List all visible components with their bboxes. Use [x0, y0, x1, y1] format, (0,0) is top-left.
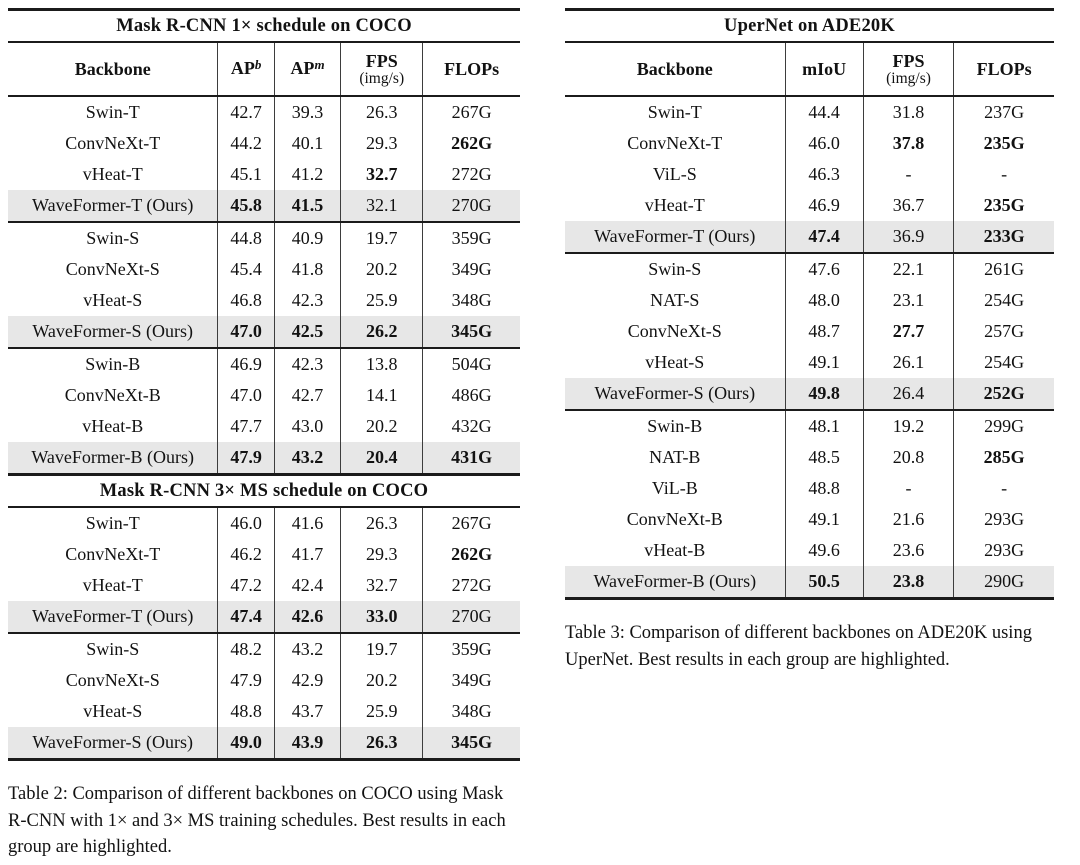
table-section	[8, 10, 520, 475]
value-cell: 290G	[954, 566, 1054, 599]
value-cell: 47.4	[785, 221, 863, 253]
column-header: $AP^m$	[274, 42, 341, 96]
value-cell: 48.7	[785, 316, 863, 347]
backbone-cell: ConvNeXt-T	[65, 544, 161, 564]
backbone-cell: Swin-B	[647, 416, 703, 436]
table-row	[8, 411, 520, 442]
value-cell: -	[954, 473, 1054, 504]
backbone-cell: NAT-S	[650, 290, 700, 310]
value-cell: 44.2	[218, 128, 274, 159]
value-cell: 19.2	[863, 410, 953, 442]
value-cell: 25.9	[341, 696, 423, 727]
column-header: Backbone	[636, 59, 713, 79]
value-cell: 42.7	[218, 96, 274, 128]
table-row	[565, 442, 1054, 473]
backbone-cell: vHeat-S	[83, 701, 143, 721]
table-row	[8, 222, 520, 254]
value-cell: 48.8	[785, 473, 863, 504]
value-cell: 46.2	[218, 539, 274, 570]
value-cell: 41.5	[274, 190, 341, 222]
value-cell: 349G	[423, 254, 520, 285]
section-title: Mask R-CNN 1× schedule on COCO	[116, 16, 412, 36]
value-cell: 261G	[954, 253, 1054, 285]
value-cell: 47.0	[218, 316, 274, 348]
value-cell: 32.7	[341, 159, 423, 190]
backbone-cell: Swin-T	[85, 102, 140, 122]
value-cell: 47.9	[218, 442, 274, 475]
table-row	[8, 128, 520, 159]
table-row	[8, 633, 520, 665]
value-cell: 31.8	[863, 96, 953, 128]
backbone-cell: ConvNeXt-B	[626, 509, 723, 529]
backbone-cell: vHeat-T	[82, 164, 143, 184]
value-cell: 25.9	[341, 285, 423, 316]
backbone-cell: ConvNeXt-S	[627, 321, 722, 341]
value-cell: 49.8	[785, 378, 863, 410]
table-row	[8, 665, 520, 696]
value-cell: 37.8	[863, 128, 953, 159]
table-row	[8, 601, 520, 633]
column-header-row	[8, 42, 520, 96]
table-row	[565, 378, 1054, 410]
column-header: FLOPs	[423, 42, 520, 96]
value-cell: 293G	[954, 504, 1054, 535]
table3-caption: Table 3: Comparison of different backbones on ADE20K using UperNet. Best results in each group are highlighted.	[565, 623, 1032, 670]
table-row	[8, 727, 520, 760]
section-title: UperNet on ADE20K	[724, 16, 895, 36]
backbone-cell: ConvNeXt-T	[65, 133, 161, 153]
value-cell: 233G	[954, 221, 1054, 253]
value-cell: 272G	[423, 159, 520, 190]
value-cell: 432G	[423, 411, 520, 442]
value-cell: 26.3	[341, 96, 423, 128]
value-cell: 20.2	[341, 411, 423, 442]
backbone-cell: ConvNeXt-S	[65, 259, 160, 279]
backbone-cell: Swin-T	[85, 513, 140, 533]
value-cell: 252G	[954, 378, 1054, 410]
table-row	[565, 96, 1054, 128]
backbone-cell: Swin-S	[86, 228, 140, 248]
section-title-row	[8, 10, 520, 43]
value-cell: 49.1	[785, 347, 863, 378]
table-row	[565, 221, 1054, 253]
value-cell: 47.6	[785, 253, 863, 285]
upernet-ade20k-table	[565, 8, 1054, 600]
value-cell: 42.5	[274, 316, 341, 348]
value-cell: 48.0	[785, 285, 863, 316]
value-cell: 235G	[954, 128, 1054, 159]
table-row	[8, 348, 520, 380]
value-cell: 13.8	[341, 348, 423, 380]
table3-column	[565, 8, 1054, 673]
value-cell: 41.2	[274, 159, 341, 190]
section-title: Mask R-CNN 3× MS schedule on COCO	[99, 481, 429, 501]
backbone-cell: vHeat-B	[644, 540, 706, 560]
backbone-cell: vHeat-S	[83, 290, 143, 310]
value-cell: 42.6	[274, 601, 341, 633]
value-cell: 486G	[423, 380, 520, 411]
value-cell: 42.3	[274, 285, 341, 316]
table-row	[8, 254, 520, 285]
value-cell: 39.3	[274, 96, 341, 128]
section-title-row	[565, 10, 1054, 43]
column-header: Backbone	[74, 59, 151, 79]
backbone-cell: WaveFormer-S (Ours)	[32, 321, 194, 341]
value-cell: 43.7	[274, 696, 341, 727]
table-section	[8, 475, 520, 760]
value-cell: 43.2	[274, 633, 341, 665]
table-row	[8, 190, 520, 222]
value-cell: 359G	[423, 633, 520, 665]
value-cell: 19.7	[341, 633, 423, 665]
backbone-cell: ViL-B	[651, 478, 698, 498]
value-cell: 359G	[423, 222, 520, 254]
column-header: FLOPs	[954, 42, 1054, 96]
table-row	[565, 159, 1054, 190]
value-cell: 41.6	[274, 507, 341, 539]
column-header-row	[565, 42, 1054, 96]
value-cell: 349G	[423, 665, 520, 696]
table2-caption: Table 2: Comparison of different backbones on COCO using Mask R-CNN with 1× and 3× MS training schedules. Best results in each group are highlighted.	[8, 784, 506, 857]
backbone-cell: WaveFormer-T (Ours)	[32, 606, 194, 626]
table-row	[565, 566, 1054, 599]
value-cell: 43.2	[274, 442, 341, 475]
column-header: FPS (img/s)	[863, 42, 953, 96]
value-cell: 47.9	[218, 665, 274, 696]
backbone-cell: ConvNeXt-T	[627, 133, 723, 153]
value-cell: 20.8	[863, 442, 953, 473]
value-cell: 272G	[423, 570, 520, 601]
value-cell: 49.1	[785, 504, 863, 535]
value-cell: 19.7	[341, 222, 423, 254]
table-row	[565, 253, 1054, 285]
value-cell: 40.9	[274, 222, 341, 254]
value-cell: 26.3	[341, 727, 423, 760]
value-cell: 47.2	[218, 570, 274, 601]
value-cell: 41.7	[274, 539, 341, 570]
value-cell: 345G	[423, 727, 520, 760]
value-cell: 29.3	[341, 128, 423, 159]
value-cell: 235G	[954, 190, 1054, 221]
value-cell: 32.1	[341, 190, 423, 222]
backbone-cell: vHeat-S	[645, 352, 705, 372]
table-row	[8, 316, 520, 348]
value-cell: 48.1	[785, 410, 863, 442]
value-cell: 47.7	[218, 411, 274, 442]
value-cell: 21.6	[863, 504, 953, 535]
value-cell: -	[863, 159, 953, 190]
mask-rcnn-coco-table	[8, 8, 520, 761]
value-cell: 262G	[423, 539, 520, 570]
value-cell: 20.4	[341, 442, 423, 475]
table2-column	[8, 8, 520, 861]
value-cell: 49.6	[785, 535, 863, 566]
value-cell: 42.3	[274, 348, 341, 380]
value-cell: 348G	[423, 696, 520, 727]
value-cell: 14.1	[341, 380, 423, 411]
value-cell: 36.7	[863, 190, 953, 221]
backbone-cell: Swin-S	[648, 259, 702, 279]
value-cell: 47.4	[218, 601, 274, 633]
value-cell: -	[863, 473, 953, 504]
value-cell: 43.9	[274, 727, 341, 760]
value-cell: 26.1	[863, 347, 953, 378]
backbone-cell: ConvNeXt-B	[64, 385, 161, 405]
table-row	[565, 190, 1054, 221]
backbone-cell: vHeat-T	[82, 575, 143, 595]
value-cell: 26.4	[863, 378, 953, 410]
backbone-cell: ViL-S	[652, 164, 697, 184]
value-cell: 33.0	[341, 601, 423, 633]
value-cell: 32.7	[341, 570, 423, 601]
column-header: mIoU	[785, 42, 863, 96]
value-cell: 270G	[423, 190, 520, 222]
table-row	[565, 285, 1054, 316]
backbone-cell: ConvNeXt-S	[65, 670, 160, 690]
backbone-cell: Swin-S	[86, 639, 140, 659]
backbone-cell: WaveFormer-T (Ours)	[32, 195, 194, 215]
column-header: FPS (img/s)	[341, 42, 423, 96]
table-row	[565, 535, 1054, 566]
value-cell: 26.3	[341, 507, 423, 539]
value-cell: 45.8	[218, 190, 274, 222]
backbone-cell: WaveFormer-S (Ours)	[594, 383, 756, 403]
value-cell: 254G	[954, 285, 1054, 316]
value-cell: 345G	[423, 316, 520, 348]
table-row	[565, 128, 1054, 159]
value-cell: 46.8	[218, 285, 274, 316]
value-cell: 23.8	[863, 566, 953, 599]
value-cell: 44.4	[785, 96, 863, 128]
value-cell: 27.7	[863, 316, 953, 347]
value-cell: -	[954, 159, 1054, 190]
table-row	[8, 570, 520, 601]
value-cell: 299G	[954, 410, 1054, 442]
value-cell: 50.5	[785, 566, 863, 599]
backbone-cell: WaveFormer-B (Ours)	[31, 447, 195, 467]
value-cell: 45.4	[218, 254, 274, 285]
backbone-cell: Swin-T	[647, 102, 702, 122]
backbone-cell: WaveFormer-S (Ours)	[32, 732, 194, 752]
section-title-row	[8, 475, 520, 508]
table-row	[8, 507, 520, 539]
value-cell: 348G	[423, 285, 520, 316]
value-cell: 40.1	[274, 128, 341, 159]
value-cell: 48.5	[785, 442, 863, 473]
value-cell: 262G	[423, 128, 520, 159]
table3-ade20k	[565, 8, 1054, 600]
value-cell: 45.1	[218, 159, 274, 190]
backbone-cell: WaveFormer-B (Ours)	[593, 571, 757, 591]
value-cell: 48.8	[218, 696, 274, 727]
value-cell: 46.0	[218, 507, 274, 539]
value-cell: 257G	[954, 316, 1054, 347]
value-cell: 20.2	[341, 665, 423, 696]
value-cell: 254G	[954, 347, 1054, 378]
backbone-cell: vHeat-B	[82, 416, 144, 436]
table-row	[8, 442, 520, 475]
value-cell: 267G	[423, 507, 520, 539]
table-row	[8, 696, 520, 727]
value-cell: 285G	[954, 442, 1054, 473]
table-section	[565, 10, 1054, 599]
table-row	[8, 285, 520, 316]
value-cell: 29.3	[341, 539, 423, 570]
value-cell: 48.2	[218, 633, 274, 665]
table-row	[565, 347, 1054, 378]
value-cell: 20.2	[341, 254, 423, 285]
value-cell: 46.9	[785, 190, 863, 221]
table-row	[565, 504, 1054, 535]
table-row	[565, 316, 1054, 347]
value-cell: 237G	[954, 96, 1054, 128]
backbone-cell: Swin-B	[85, 354, 141, 374]
column-header: $AP^b$	[218, 42, 274, 96]
value-cell: 42.7	[274, 380, 341, 411]
value-cell: 36.9	[863, 221, 953, 253]
value-cell: 46.9	[218, 348, 274, 380]
value-cell: 44.8	[218, 222, 274, 254]
value-cell: 46.3	[785, 159, 863, 190]
value-cell: 41.8	[274, 254, 341, 285]
value-cell: 46.0	[785, 128, 863, 159]
value-cell: 43.0	[274, 411, 341, 442]
value-cell: 42.9	[274, 665, 341, 696]
value-cell: 293G	[954, 535, 1054, 566]
backbone-cell: NAT-B	[649, 447, 701, 467]
value-cell: 49.0	[218, 727, 274, 760]
table-row	[565, 473, 1054, 504]
value-cell: 47.0	[218, 380, 274, 411]
value-cell: 431G	[423, 442, 520, 475]
value-cell: 267G	[423, 96, 520, 128]
table2-coco	[8, 8, 520, 761]
table-row	[565, 410, 1054, 442]
backbone-cell: vHeat-T	[644, 195, 705, 215]
table-row	[8, 159, 520, 190]
value-cell: 42.4	[274, 570, 341, 601]
value-cell: 22.1	[863, 253, 953, 285]
value-cell: 504G	[423, 348, 520, 380]
table-row	[8, 539, 520, 570]
table-row	[8, 96, 520, 128]
value-cell: 26.2	[341, 316, 423, 348]
table-row	[8, 380, 520, 411]
value-cell: 23.1	[863, 285, 953, 316]
backbone-cell: WaveFormer-T (Ours)	[594, 226, 756, 246]
value-cell: 23.6	[863, 535, 953, 566]
value-cell: 270G	[423, 601, 520, 633]
